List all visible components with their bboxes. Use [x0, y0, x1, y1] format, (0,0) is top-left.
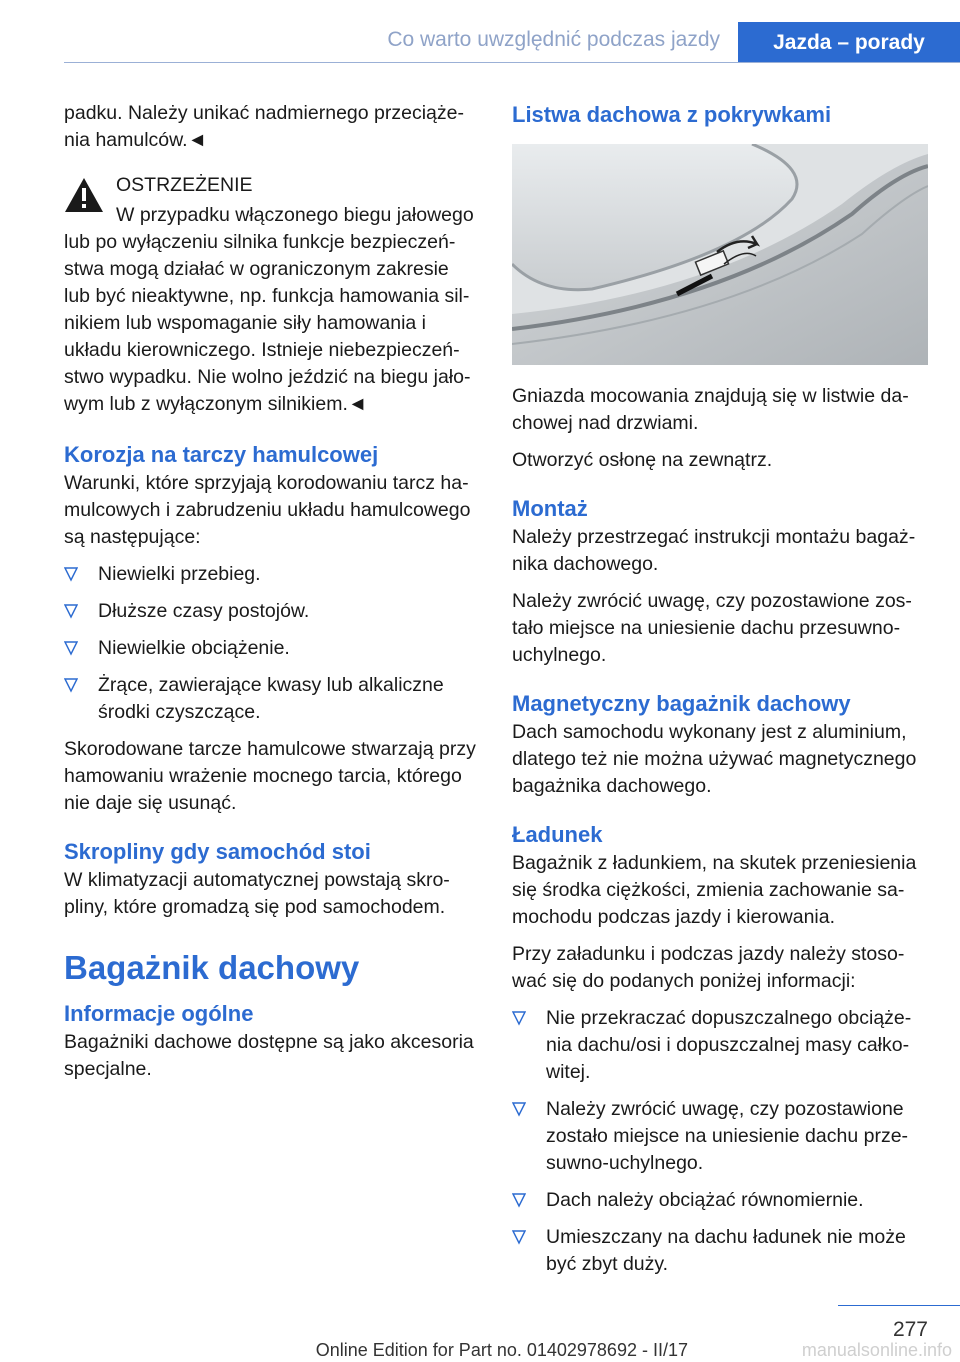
heading-condensate: Skropliny gdy samochód stoi — [64, 839, 371, 864]
warning-box — [64, 172, 479, 418]
list-item — [64, 561, 479, 588]
running-header-section: Co warto uwzględnić podczas jazdy — [387, 28, 720, 51]
load-list — [512, 1005, 928, 1278]
continued-paragraph: padku. Należy unikać nadmiernego przeciążenia hamulców.◄ — [64, 102, 464, 151]
magnetic-rack-text: Dach samochodu wykonany jest z aluminium, dlatego też nie można używać magnetycznego bagażnika dachowego. — [512, 721, 917, 797]
heading-general-info: Informacje ogólne — [64, 1001, 254, 1026]
list-item — [64, 635, 479, 662]
corrosion-list — [64, 561, 479, 726]
rail-caption-2: Otworzyć osłonę na zewnątrz. — [512, 449, 773, 471]
triangle-bullet-icon — [64, 640, 78, 656]
mounting-text-2: Należy zwrócić uwagę, czy pozostawione zostało miejsce na uniesienie dachu przesuwno-uchylnego. — [512, 590, 912, 666]
triangle-bullet-icon — [64, 603, 78, 619]
corrosion-intro: Warunki, które sprzyjają korodowaniu tarcz hamulcowych i zabrudzeniu układu hamulcowego są następujące: — [64, 472, 471, 548]
watermark: manualsonline.info — [801, 1340, 952, 1360]
header-rule — [64, 62, 960, 63]
list-item — [64, 598, 479, 625]
condensate-text: W klimatyzacji automatycznej powstają skropliny, które gromadzą się pod samochodem. — [64, 869, 450, 918]
corrosion-outro: Skorodowane tarcze hamulcowe stwarzają przy hamowaniu wrażenie mocnego tarcia, którego nie daje się usunąć. — [64, 738, 476, 814]
list-item — [512, 1005, 928, 1086]
triangle-bullet-icon — [512, 1101, 526, 1117]
list-item-text: Niewielkie obciążenie. — [98, 637, 290, 659]
triangle-bullet-icon — [64, 566, 78, 582]
triangle-bullet-icon — [512, 1192, 526, 1208]
triangle-bullet-icon — [512, 1010, 526, 1026]
warning-text: W przypadku włączonego biegu jałowego lub po wyłączeniu silnika funkcje bezpieczeństwa mogą działać w ograniczonym zakresie lub być nieaktywne, np. funkcja hamowania silnikiem lub wspomaganie siły hamowania i układu kierowniczego. Istnieje niebezpieczeństwo wypadku. Nie wolno jeździć na biegu jałowym lub z wyłączonym silnikiem.◄ — [64, 204, 474, 415]
list-item — [64, 672, 479, 726]
edition-footer: Online Edition for Part no. 01402978692 - II/17 — [315, 1340, 688, 1360]
warning-triangle-icon — [64, 177, 104, 213]
roof-rail-photo — [512, 144, 928, 365]
heading-magnetic-rack: Magnetyczny bagażnik dachowy — [512, 691, 851, 716]
list-item-text: Dach należy obciążać równomiernie. — [546, 1189, 864, 1211]
chapter-tab: Jazda – porady — [738, 22, 960, 63]
general-info-text: Bagażniki dachowe dostępne są jako akcesoria specjalne. — [64, 1031, 474, 1080]
left-column — [64, 100, 479, 1093]
heading-load: Ładunek — [512, 822, 603, 847]
mounting-text-1: Należy przestrzegać instrukcji montażu bagażnika dachowego. — [512, 526, 916, 575]
list-item-text: Umieszczany na dachu ładunek nie może być zbyt duży. — [546, 1226, 906, 1275]
list-item-text: Żrące, zawierające kwasy lub alkaliczne środki czyszczące. — [98, 674, 444, 723]
list-item — [512, 1187, 928, 1214]
heading-roof-rail: Listwa dachowa z pokrywkami — [512, 102, 832, 127]
heading-roof-rack: Bagażnik dachowy — [64, 949, 360, 986]
list-item-text: Należy zwrócić uwagę, czy pozostawione zostało miejsce na uniesienie dachu przesuwno-uchylnego. — [546, 1098, 909, 1174]
page-number-rule — [838, 1305, 960, 1306]
heading-mounting: Montaż — [512, 496, 588, 521]
list-item — [512, 1096, 928, 1177]
list-item-text: Dłuższe czasy postojów. — [98, 600, 310, 622]
list-item — [512, 1224, 928, 1278]
triangle-bullet-icon — [512, 1229, 526, 1245]
triangle-bullet-icon — [64, 677, 78, 693]
list-item-text: Niewielki przebieg. — [98, 563, 261, 585]
rail-caption-1: Gniazda mocowania znajdują się w listwie dachowej nad drzwiami. — [512, 385, 909, 434]
load-text-1: Bagażnik z ładunkiem, na skutek przeniesienia się środka ciężkości, zmienia zachowanie samochodu podczas jazdy i kierowania. — [512, 852, 917, 928]
right-column — [512, 100, 928, 1288]
page-number: 277 — [892, 1318, 928, 1341]
load-text-2: Przy załadunku i podczas jazdy należy stosować się do podanych poniżej informacji: — [512, 943, 905, 992]
heading-brake-corrosion: Korozja na tarczy hamulcowej — [64, 442, 379, 467]
warning-title: OSTRZEŻENIE — [116, 174, 253, 196]
list-item-text: Nie przekraczać dopuszczalnego obciążenia dachu/osi i dopuszczalnej masy całkowitej. — [546, 1007, 912, 1083]
